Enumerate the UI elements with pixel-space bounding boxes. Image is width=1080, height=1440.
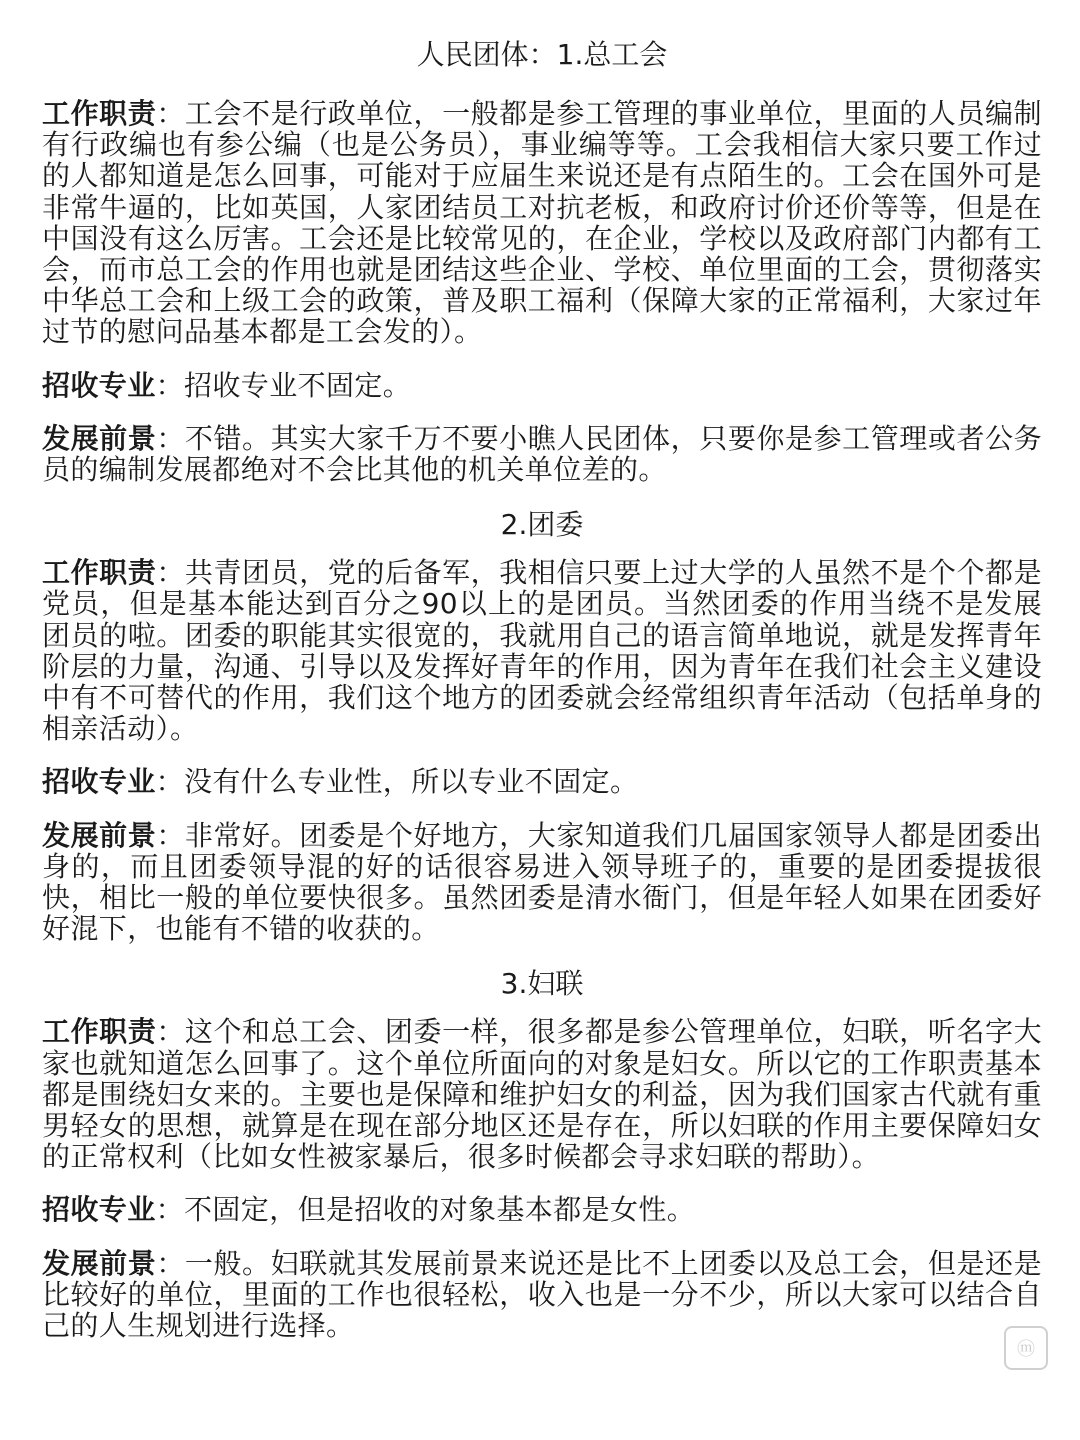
major-paragraph [42, 766, 1042, 797]
prospect-text: ：一般。妇联就其发展前景来说还是比不上团委以及总工会，但是还是比较好的单位，里面的工作也很轻松，收入也是一分不少，所以大家可以结合自己的人生规划进行选择。 [42, 1246, 1042, 1343]
duty-label: 工作职责 [42, 556, 157, 590]
major-paragraph [42, 370, 1042, 401]
section-youth-league [42, 507, 1042, 944]
major-text: ：招收专业不固定。 [155, 368, 412, 402]
page-title: 人民团体：1.总工会 [416, 38, 668, 71]
major-label: 招收专业 [42, 368, 156, 402]
watermark-logo-icon: ⓜ [1004, 1326, 1048, 1370]
watermark [1004, 1326, 1054, 1370]
section-heading: 2.团委 [500, 508, 584, 542]
section-heading: 3.妇联 [500, 967, 584, 1001]
prospect-label: 发展前景 [42, 1246, 157, 1280]
prospect-text: ：非常好。团委是个好地方，大家知道我们几届国家领导人都是团委出身的，而且团委领导混的好的话很容易进入领导班子的，重要的是团委提拔很快，相比一般的单位要快很多。虽然团委是清水衙门，但是年轻人如果在团委好好混下，也能有不错的收获的。 [42, 818, 1042, 946]
duty-label: 工作职责 [42, 97, 157, 130]
duty-paragraph [42, 1016, 1042, 1172]
major-label: 招收专业 [42, 765, 156, 799]
prospect-paragraph [42, 1248, 1042, 1342]
prospect-label: 发展前景 [42, 421, 157, 455]
duty-text: ：共青团员，党的后备军，我相信只要上过大学的人虽然不是个个都是党员，但是基本能达到百分之90以上的是团员。当然团委的作用当绕不是发展团员的啦。团委的职能其实很宽的，我就用自己的语言简单地说，就是发挥青年阶层的力量，沟通、引导以及发挥好青年的作用，因为青年在我们社会主义建设中有不可替代的作用，我们这个地方的团委就会经常组织青年活动（包括单身的相亲活动）。 [42, 556, 1042, 746]
prospect-paragraph [42, 423, 1042, 485]
major-text: ：没有什么专业性，所以专业不固定。 [155, 765, 639, 799]
section-union [42, 98, 1042, 485]
major-label: 招收专业 [42, 1193, 156, 1227]
duty-paragraph [42, 557, 1042, 744]
duty-text: ：这个和总工会、团委一样，很多都是参公管理单位，妇联，听名字大家也就知道怎么回事了。这个单位所面向的对象是妇女。所以它的工作职责基本都是围绕妇女来的。主要也是保障和维护妇女的利益，因为我们国家古代就有重男轻女的思想，就算是在现在部分地区还是存在，所以妇联的作用主要保障妇女的正常权利（比如女性被家暴后，很多时候都会寻求妇联的帮助）。 [42, 1015, 1042, 1174]
section-womens-federation [42, 966, 1042, 1341]
duty-text: ：工会不是行政单位，一般都是参工管理的事业单位，里面的人员编制有行政编也有参公编（也是公务员），事业编等等。工会我相信大家只要工作过的人都知道是怎么回事，可能对于应届生来说还是有点陌生的。工会在国外可是非常牛逼的，比如英国，人家团结员工对抗老板，和政府讨价还价等等，但是在中国没有这么厉害。工会还是比较常见的，在企业，学校以及政府部门内都有工会，而市总工会的作用也就是团结这些企业、学校、单位里面的工会，贯彻落实中华总工会和上级工会的政策，普及职工福利（保障大家的正常福利，大家过年过节的慰问品基本都是工会发的）。 [42, 97, 1042, 349]
prospect-label: 发展前景 [42, 818, 157, 852]
prospect-paragraph [42, 820, 1042, 945]
prospect-text: ：不错。其实大家千万不要小瞧人民团体，只要你是参工管理或者公务员的编制发展都绝对不会比其他的机关单位差的。 [42, 421, 1042, 487]
duty-label: 工作职责 [42, 1015, 157, 1049]
duty-paragraph [42, 98, 1042, 348]
major-paragraph [42, 1194, 1042, 1225]
document-page [42, 36, 1042, 1363]
major-text: ：不固定，但是招收的对象基本都是女性。 [155, 1193, 696, 1227]
